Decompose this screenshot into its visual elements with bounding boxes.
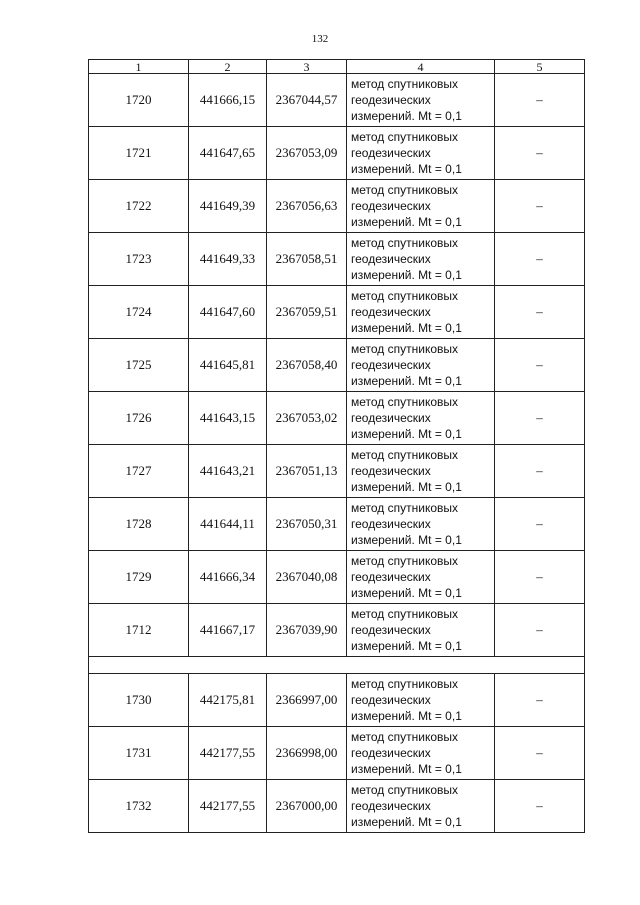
x-coordinate-cell: 441645,81 [189, 339, 267, 392]
separator-row [89, 657, 585, 674]
method-line: метод спутниковых [351, 730, 459, 744]
coordinates-table [88, 59, 585, 833]
method-line: метод спутниковых [351, 607, 459, 621]
point-cell: 1727 [89, 445, 189, 498]
point-cell: 1726 [89, 392, 189, 445]
point-cell: 1723 [89, 233, 189, 286]
method-cell [347, 286, 495, 339]
table-row [89, 498, 585, 551]
point-cell: 1729 [89, 551, 189, 604]
note-cell: – [495, 392, 585, 445]
method-cell [347, 127, 495, 180]
note-cell: – [495, 674, 585, 727]
note-cell: – [495, 780, 585, 833]
note-cell: – [495, 498, 585, 551]
table-separator [89, 657, 585, 674]
x-coordinate-cell: 441666,15 [189, 74, 267, 127]
method-line: измерений. Mt = 0,1 [351, 268, 462, 282]
method-line: метод спутниковых [351, 289, 459, 303]
x-coordinate-cell: 441647,60 [189, 286, 267, 339]
y-coordinate-cell: 2367039,90 [267, 604, 347, 657]
method-cell [347, 780, 495, 833]
method-line: геодезических [351, 623, 431, 637]
method-line: измерений. Mt = 0,1 [351, 215, 462, 229]
y-coordinate-cell: 2367040,08 [267, 551, 347, 604]
method-cell [347, 498, 495, 551]
table-row [89, 180, 585, 233]
y-coordinate-cell: 2367044,57 [267, 74, 347, 127]
header-row [89, 60, 585, 74]
method-line: геодезических [351, 146, 431, 160]
method-line: геодезических [351, 464, 431, 478]
x-coordinate-cell: 441649,33 [189, 233, 267, 286]
method-cell [347, 339, 495, 392]
method-line: метод спутниковых [351, 677, 459, 691]
y-coordinate-cell: 2367058,40 [267, 339, 347, 392]
x-coordinate-cell: 442177,55 [189, 780, 267, 833]
point-cell: 1724 [89, 286, 189, 339]
method-line: геодезических [351, 517, 431, 531]
method-line: измерений. Mt = 0,1 [351, 162, 462, 176]
method-line: измерений. Mt = 0,1 [351, 762, 462, 776]
y-coordinate-cell: 2367053,09 [267, 127, 347, 180]
y-coordinate-cell: 2367051,13 [267, 445, 347, 498]
note-cell: – [495, 74, 585, 127]
method-line: метод спутниковых [351, 236, 459, 250]
table-row [89, 339, 585, 392]
y-coordinate-cell: 2367056,63 [267, 180, 347, 233]
method-line: метод спутниковых [351, 448, 459, 462]
header-col-2: 2 [189, 60, 267, 74]
header-col-5: 5 [495, 60, 585, 74]
point-cell: 1722 [89, 180, 189, 233]
method-cell [347, 392, 495, 445]
method-line: измерений. Mt = 0,1 [351, 321, 462, 335]
method-line: измерений. Mt = 0,1 [351, 427, 462, 441]
table-row [89, 74, 585, 127]
note-cell: – [495, 604, 585, 657]
method-line: измерений. Mt = 0,1 [351, 709, 462, 723]
x-coordinate-cell: 441649,39 [189, 180, 267, 233]
table-row [89, 604, 585, 657]
method-cell [347, 674, 495, 727]
note-cell: – [495, 551, 585, 604]
note-cell: – [495, 127, 585, 180]
table-row [89, 445, 585, 498]
method-line: геодезических [351, 252, 431, 266]
method-line: измерений. Mt = 0,1 [351, 533, 462, 547]
table-row [89, 727, 585, 780]
x-coordinate-cell: 441666,34 [189, 551, 267, 604]
method-line: геодезических [351, 358, 431, 372]
note-cell: – [495, 727, 585, 780]
header-col-3: 3 [267, 60, 347, 74]
point-cell: 1730 [89, 674, 189, 727]
note-cell: – [495, 233, 585, 286]
y-coordinate-cell: 2367059,51 [267, 286, 347, 339]
method-line: измерений. Mt = 0,1 [351, 815, 462, 829]
method-line: геодезических [351, 199, 431, 213]
table-row [89, 233, 585, 286]
page-number: 132 [311, 33, 329, 45]
y-coordinate-cell: 2366997,00 [267, 674, 347, 727]
header-col-4: 4 [347, 60, 495, 74]
y-coordinate-cell: 2366998,00 [267, 727, 347, 780]
method-line: измерений. Mt = 0,1 [351, 639, 462, 653]
point-cell: 1725 [89, 339, 189, 392]
x-coordinate-cell: 441643,15 [189, 392, 267, 445]
method-line: измерений. Mt = 0,1 [351, 586, 462, 600]
note-cell: – [495, 180, 585, 233]
y-coordinate-cell: 2367053,02 [267, 392, 347, 445]
method-line: геодезических [351, 570, 431, 584]
point-cell: 1728 [89, 498, 189, 551]
method-line: метод спутниковых [351, 77, 459, 91]
method-line: геодезических [351, 411, 431, 425]
separator-cell [89, 657, 585, 674]
method-line: измерений. Mt = 0,1 [351, 109, 462, 123]
method-line: метод спутниковых [351, 501, 459, 515]
method-line: метод спутниковых [351, 554, 459, 568]
table-row [89, 392, 585, 445]
note-cell: – [495, 339, 585, 392]
point-cell: 1732 [89, 780, 189, 833]
method-cell [347, 604, 495, 657]
x-coordinate-cell: 441643,21 [189, 445, 267, 498]
method-line: геодезических [351, 693, 431, 707]
method-line: метод спутниковых [351, 183, 459, 197]
header-col-1: 1 [89, 60, 189, 74]
method-cell [347, 551, 495, 604]
table-row [89, 127, 585, 180]
table-row [89, 780, 585, 833]
method-line: метод спутниковых [351, 395, 459, 409]
table-body-group-1 [89, 74, 585, 657]
point-cell: 1712 [89, 604, 189, 657]
method-line: геодезических [351, 305, 431, 319]
point-cell: 1731 [89, 727, 189, 780]
table-row [89, 286, 585, 339]
method-cell [347, 445, 495, 498]
method-line: метод спутниковых [351, 783, 459, 797]
y-coordinate-cell: 2367050,31 [267, 498, 347, 551]
method-line: геодезических [351, 799, 431, 813]
method-cell [347, 727, 495, 780]
x-coordinate-cell: 442177,55 [189, 727, 267, 780]
method-line: геодезических [351, 93, 431, 107]
x-coordinate-cell: 441647,65 [189, 127, 267, 180]
table-row [89, 674, 585, 727]
point-cell: 1720 [89, 74, 189, 127]
note-cell: – [495, 286, 585, 339]
x-coordinate-cell: 441644,11 [189, 498, 267, 551]
x-coordinate-cell: 441667,17 [189, 604, 267, 657]
method-line: измерений. Mt = 0,1 [351, 480, 462, 494]
method-line: геодезических [351, 746, 431, 760]
x-coordinate-cell: 442175,81 [189, 674, 267, 727]
y-coordinate-cell: 2367058,51 [267, 233, 347, 286]
y-coordinate-cell: 2367000,00 [267, 780, 347, 833]
method-line: метод спутниковых [351, 342, 459, 356]
method-cell [347, 180, 495, 233]
table-body-group-2 [89, 674, 585, 833]
point-cell: 1721 [89, 127, 189, 180]
method-line: метод спутниковых [351, 130, 459, 144]
table-row [89, 551, 585, 604]
note-cell: – [495, 445, 585, 498]
method-line: измерений. Mt = 0,1 [351, 374, 462, 388]
method-cell [347, 74, 495, 127]
method-cell [347, 233, 495, 286]
